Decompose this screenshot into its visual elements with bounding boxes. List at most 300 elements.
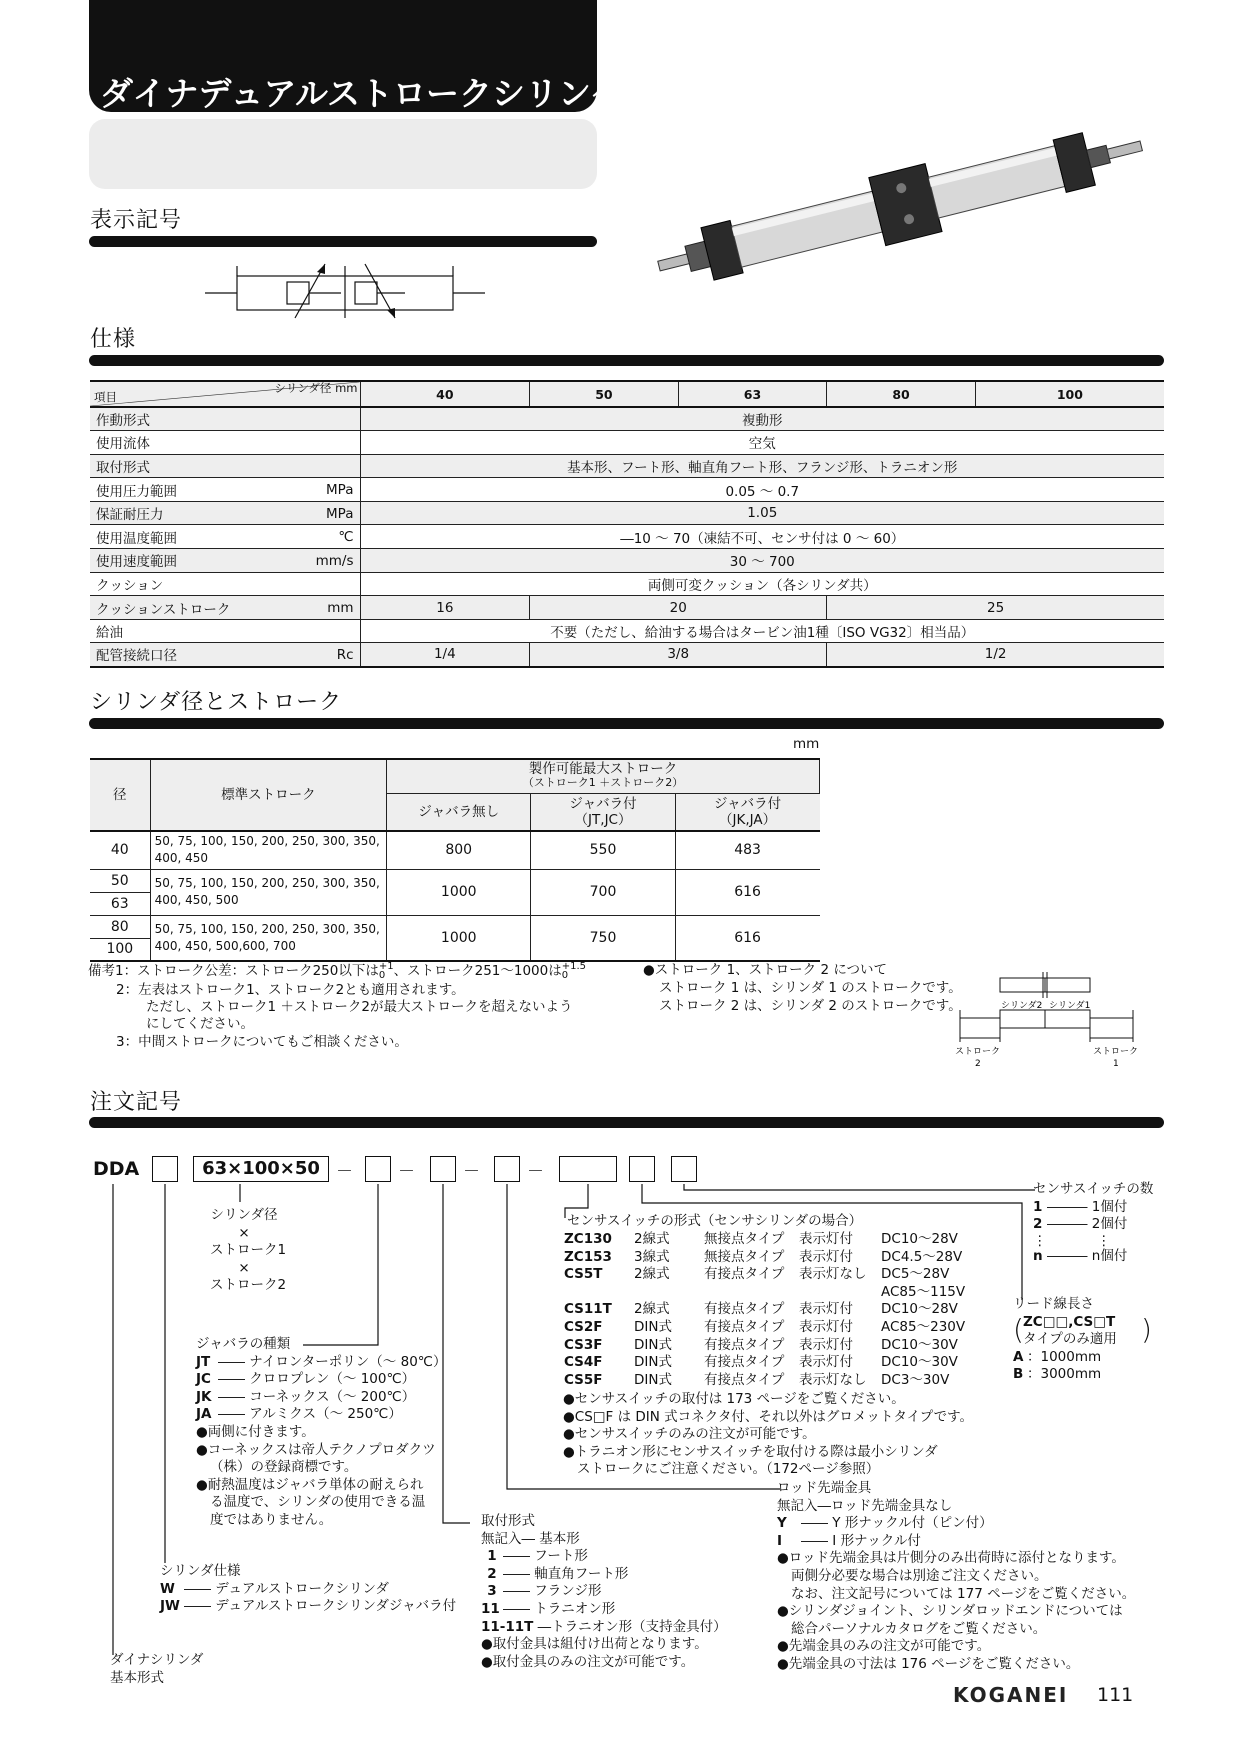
mounting-text: フランジ形	[534, 1583, 602, 1600]
spec-label: 作動形式	[96, 413, 150, 430]
spec-value: 20	[530, 596, 827, 620]
order-box-sensor	[559, 1156, 617, 1182]
cyl-spec-text: デュアルストロークシリンダジャバラ付	[215, 1598, 457, 1615]
sensor-wire	[634, 1284, 704, 1302]
sensor-count-code: 2	[1033, 1216, 1043, 1233]
spec-row-lubrication	[90, 619, 1164, 643]
sensor-row	[564, 1354, 965, 1372]
order-box-rod-end	[494, 1156, 520, 1182]
spec-row	[90, 549, 1164, 573]
spec-value: 25	[827, 596, 1164, 620]
note-2c: にしてください。	[146, 1016, 254, 1032]
spec-value: 両側可変クッション（各シリンダ共）	[360, 572, 1164, 596]
table-row	[90, 831, 820, 869]
spec-unit: Rc	[336, 647, 354, 664]
sensor-lamp: 表示灯付	[799, 1336, 853, 1353]
stroke-jk: 616	[675, 915, 819, 961]
sensor-notes	[563, 1391, 973, 1479]
tolerance-upper: +1	[378, 961, 394, 972]
bellows-code: JA	[196, 1406, 212, 1423]
spec-label: 使用流体	[96, 436, 150, 453]
sensor-lamp: 表示灯付	[799, 1354, 853, 1371]
order-bore-line: ×	[238, 1259, 250, 1276]
sensor-code: ZC130	[564, 1231, 612, 1247]
mounting-text: フート形	[534, 1548, 588, 1565]
order-prefix: DDA	[93, 1158, 140, 1180]
sensor-lamp: 表示灯付	[799, 1248, 853, 1265]
spec-row	[90, 501, 1164, 525]
section-title-spec: 仕様	[90, 327, 137, 352]
stroke-header-std: 標準ストローク	[150, 759, 386, 831]
spec-label: クッションストローク	[96, 601, 231, 618]
spec-row	[90, 572, 1164, 596]
spec-item-label: 項目	[94, 390, 117, 404]
spec-value: 3/8	[530, 643, 827, 667]
spec-unit: MPa	[326, 482, 354, 499]
lead-block	[1013, 1296, 1152, 1384]
bellows-text: コーネックス（～ 200℃）	[249, 1388, 416, 1405]
sensor-volt: AC85～230V	[881, 1318, 966, 1335]
sensor-wire: DIN式	[634, 1354, 672, 1371]
section-bar	[89, 718, 1164, 729]
subtitle-band	[89, 119, 597, 189]
spec-row	[90, 454, 1164, 478]
bore-63: 63	[678, 381, 827, 407]
sensor-row	[564, 1284, 965, 1302]
mounting-code: 3	[487, 1583, 497, 1600]
stroke-table	[90, 758, 820, 962]
order-bore-line: シリンダ径	[210, 1207, 278, 1223]
spec-corner-cell	[90, 381, 360, 407]
bellows-item: JT ―― ナイロンターポリン（～ 80℃）	[196, 1353, 447, 1370]
lead-item: B ：3000mm	[1013, 1366, 1102, 1383]
sensor-note: ストロークにご注意ください。（172ページ参照）	[577, 1461, 880, 1478]
spec-label: 配管接続口径	[96, 648, 177, 665]
tolerance-1	[379, 962, 394, 980]
sensor-volt: DC4.5～28V	[881, 1248, 963, 1265]
spec-value: 空気	[360, 431, 1164, 455]
brand-logo: KOGANEI	[953, 1683, 1069, 1707]
stroke-std-line: 400, 450	[154, 851, 209, 866]
sensor-count-item	[1033, 1234, 1153, 1248]
mounting-code: 1	[487, 1548, 497, 1565]
sensor-lamp: 表示灯付	[799, 1231, 853, 1247]
stroke-std-line: 50, 75, 100, 150, 200, 250, 300, 350,	[154, 921, 380, 936]
mounting-code: 2	[487, 1565, 497, 1582]
sensor-table	[564, 1231, 965, 1389]
sensor-type: 無接点タイプ	[704, 1231, 785, 1247]
sensor-volt: DC10～30V	[881, 1336, 958, 1353]
sensor-volt: DC10～30V	[881, 1354, 958, 1371]
lead-item: A ：1000mm	[1013, 1348, 1102, 1365]
fig-cyl1-label: シリンダ1	[1049, 1001, 1091, 1011]
rod-end-none: 無記入―ロッド先端金具なし	[777, 1497, 953, 1514]
rod-end-text: Y 形ナックル付（ピン付）	[832, 1515, 993, 1532]
bellows-text: アルミクス（～ 250℃）	[249, 1406, 402, 1423]
sensor-code: CS11T	[564, 1301, 612, 1318]
stroke-std	[150, 915, 386, 961]
sensor-volt: DC5～28V	[881, 1266, 950, 1283]
sensor-code: ZC153	[564, 1248, 612, 1265]
spec-row-cushion-stroke	[90, 596, 1164, 620]
spec-label: 給油	[96, 625, 123, 642]
spec-label: 使用温度範囲	[96, 530, 177, 547]
sensor-code: CS5F	[564, 1371, 603, 1388]
section-title-symbol: 表示記号	[90, 208, 183, 233]
spec-row	[90, 407, 1164, 431]
stroke-std-line: 50, 75, 100, 150, 200, 250, 300, 350,	[154, 834, 380, 849]
sensor-lamp: 表示灯付	[799, 1301, 853, 1318]
order-box-bellows	[365, 1156, 391, 1182]
lead-text: 1000mm	[1040, 1348, 1102, 1365]
bellows-block	[196, 1336, 446, 1530]
note-2: 2：左表はストローク1、ストローク2とも適用されます。	[116, 982, 465, 998]
sensor-volt: AC85～115V	[881, 1283, 966, 1300]
stroke-header-jt-label: ジャバラ付	[569, 795, 637, 812]
sensor-type: 有接点タイプ	[704, 1354, 785, 1371]
sensor-count-text: ⋮	[1097, 1232, 1111, 1249]
cyl-spec-title: シリンダ仕様	[160, 1563, 241, 1579]
cyl-spec-item: JW ―― デュアルストロークシリンダジャバラ付	[160, 1598, 457, 1615]
mounting-item: 11 ―― トラニオン形	[481, 1600, 616, 1617]
mounting-none-label: 無記入	[481, 1530, 522, 1547]
mounting-text: トラニオン形	[534, 1600, 616, 1617]
lead-code: A	[1013, 1348, 1024, 1365]
order-bore-desc	[210, 1207, 287, 1295]
order-dash: －	[463, 1162, 480, 1182]
mounting-block	[481, 1513, 727, 1671]
stroke-none: 1000	[387, 915, 531, 961]
tolerance-lower: 0	[378, 970, 386, 981]
stroke-std	[150, 831, 386, 869]
mounting-item: 3 ―― フランジ形	[481, 1583, 727, 1601]
sensor-row	[564, 1231, 965, 1249]
section-bar	[89, 1117, 1164, 1128]
sensor-note: ●センサスイッチのみの注文が可能です。	[563, 1426, 816, 1443]
lead-applies-note: タイプのみ適用	[1023, 1331, 1117, 1348]
rod-end-note: ●ロッド先端金具は片側分のみ出荷時に添付となります。	[777, 1550, 1125, 1567]
rod-end-note: なお、注文記号については 177 ページをご覧ください。	[791, 1585, 1136, 1602]
sensor-wire: DIN式	[634, 1336, 672, 1353]
section-bar	[89, 355, 1164, 366]
sensor-note: ●センサスイッチの取付は 173 ページをご覧ください。	[563, 1391, 905, 1407]
stroke-header-jt-codes: （JT,JC）	[574, 811, 632, 828]
sensor-count-text: 2個付	[1091, 1216, 1128, 1233]
spec-value: 16	[360, 596, 530, 620]
cyl-spec-code: JW	[160, 1598, 180, 1615]
stroke-diam: 80	[90, 915, 150, 938]
rod-end-note: ●先端金具のみの注文が可能です。	[777, 1638, 991, 1655]
sensor-lamp: 表示灯付	[799, 1318, 853, 1335]
mounting-none: 無記入― 基本形	[481, 1530, 580, 1547]
sensor-wire: DIN式	[634, 1371, 672, 1388]
bellows-item: JA ―― アルミクス（～ 250℃）	[196, 1406, 402, 1423]
sensor-row	[564, 1337, 965, 1355]
spec-corner-label: シリンダ径 mm	[274, 381, 358, 395]
spec-value: 不要（ただし、給油する場合はタービン油1種〔ISO VG32〕相当品）	[360, 619, 1164, 643]
stroke-jk: 483	[675, 831, 819, 869]
bellows-note: ●両側に付きます。	[196, 1423, 315, 1440]
sensor-note: ●トラニオン形にセンサスイッチを取付ける際は最小シリンダ	[563, 1443, 938, 1460]
stroke-header-max-title: 製作可能最大ストローク	[528, 761, 678, 778]
sensor-count-code: 1	[1033, 1198, 1043, 1215]
note-3: 3：中間ストロークについてもご相談ください。	[116, 1034, 408, 1050]
order-example: 63×100×50	[193, 1156, 329, 1182]
rod-end-note: ●シリンダジョイント、シリンダロッドエンドについては	[777, 1603, 1123, 1620]
bore-100: 100	[975, 381, 1164, 407]
mounting-code: 11-11T	[481, 1618, 534, 1635]
lead-code: B	[1013, 1366, 1024, 1383]
mounting-item: 2 ―― 軸直角フート形	[481, 1566, 727, 1584]
bellows-note: （株）の登録商標です。	[210, 1459, 358, 1476]
fig-stroke2-label: ストローク	[955, 1047, 1001, 1057]
tolerance-lower: 0	[561, 970, 569, 981]
fig-stroke1-label: ストローク	[1093, 1047, 1139, 1057]
order-bore-line: ストローク2	[210, 1277, 287, 1294]
spec-value: 複動形	[360, 407, 1164, 431]
spec-table	[90, 380, 1164, 668]
sensor-type: 有接点タイプ	[704, 1336, 785, 1353]
mounting-none-text: 基本形	[539, 1530, 580, 1547]
stroke-std-line: 400, 450, 500,600, 700	[154, 938, 296, 953]
page-title: ダイナデュアルストロークシリンダ	[100, 74, 623, 113]
mounting-note: ●取付金具は組付け出荷となります。	[481, 1636, 708, 1653]
tolerance-upper: +1.5	[561, 961, 587, 972]
lead-applies-types: ZC□□,CS□T	[1023, 1313, 1116, 1330]
bellows-text: クロロプレン（～ 100℃）	[249, 1371, 416, 1388]
order-dash: －	[336, 1162, 353, 1182]
stroke-header-jk	[675, 793, 819, 831]
spec-label: 保証耐圧力	[96, 507, 164, 524]
pneumatic-symbol	[205, 258, 485, 326]
sensor-type: 有接点タイプ	[704, 1301, 785, 1318]
spec-label: 取付形式	[96, 459, 150, 476]
lead-applies: ( ZC□□,CS□T タイプのみ適用 )	[1013, 1312, 1152, 1348]
stroke-jk: 616	[675, 869, 819, 915]
basic-type-line: 基本形式	[110, 1669, 164, 1686]
sensor-row	[564, 1266, 965, 1284]
stroke-diam: 50	[90, 869, 150, 892]
section-title-bore-stroke: シリンダ径とストローク	[90, 690, 343, 715]
sensor-count-block	[1033, 1181, 1153, 1265]
spec-value: 1/2	[827, 643, 1164, 667]
tolerance-2	[562, 962, 586, 980]
bore-50: 50	[530, 381, 679, 407]
sensor-type	[704, 1284, 799, 1302]
sensor-note: ●CS□F は DIN 式コネクタ付、それ以外はグロメットタイプです。	[563, 1408, 974, 1425]
sensor-wire: 3線式	[634, 1248, 670, 1265]
stroke-header-diam: 径	[90, 759, 150, 831]
sensor-code: CS5T	[564, 1266, 603, 1283]
stroke-note-2: ストローク 2 は、シリンダ 2 のストロークです。	[659, 998, 962, 1014]
stroke-header-max	[387, 759, 820, 793]
bore-80: 80	[827, 381, 976, 407]
rod-end-note: 総合パーソナルカタログをご覧ください。	[791, 1620, 1047, 1637]
sensor-lamp: 表示灯なし	[799, 1371, 867, 1388]
stroke-jt: 750	[531, 915, 675, 961]
stroke-diam: 63	[90, 892, 150, 915]
order-bore-line: ストローク1	[210, 1242, 287, 1259]
note-1	[88, 962, 586, 981]
order-dash: －	[398, 1162, 415, 1182]
sensor-type: 無接点タイプ	[704, 1248, 785, 1265]
stroke-jt: 700	[531, 869, 675, 915]
order-box-count	[671, 1156, 697, 1182]
bellows-item: JK ―― コーネックス（～ 200℃）	[196, 1388, 416, 1405]
sensor-lamp: 表示灯なし	[799, 1266, 867, 1283]
stroke-diagram	[955, 970, 1145, 1070]
spec-label: 使用速度範囲	[96, 554, 177, 571]
note-1-text-b: 、ストローク251～1000は	[393, 963, 562, 979]
bellows-code: JK	[196, 1388, 212, 1405]
spec-row	[90, 478, 1164, 502]
bellows-item: JC ―― クロロプレン（～ 100℃）	[196, 1371, 416, 1388]
stroke-diam: 100	[90, 938, 150, 961]
mounting-note: ●取付金具のみの注文が可能です。	[481, 1653, 695, 1670]
rod-end-block	[777, 1480, 1135, 1674]
sensor-title: センサスイッチの形式（センサシリンダの場合）	[567, 1213, 863, 1229]
stroke-std-line: 400, 450, 500	[154, 893, 239, 907]
rod-end-item: I ―― I 形ナックル付	[777, 1532, 921, 1549]
order-bore-line: ×	[238, 1224, 250, 1241]
stroke-std	[150, 869, 386, 915]
order-dash: －	[527, 1162, 544, 1182]
spec-unit: mm/s	[315, 553, 354, 570]
rod-end-note: ●先端金具の寸法は 176 ページをご覧ください。	[777, 1655, 1080, 1672]
sensor-code	[564, 1284, 634, 1302]
section-bar	[89, 236, 597, 247]
spec-unit: MPa	[326, 505, 354, 522]
spec-row	[90, 431, 1164, 455]
basic-type-block	[110, 1652, 203, 1687]
basic-type-line: ダイナシリンダ	[110, 1652, 204, 1668]
page-number: 111	[1097, 1684, 1134, 1706]
stroke-none: 800	[387, 831, 531, 869]
spec-row-port	[90, 643, 1164, 667]
sensor-block	[567, 1213, 862, 1231]
stroke-header-max-sub: （ストローク1 ＋ストローク2）	[522, 776, 684, 790]
spec-value: 0.05 ～ 0.7	[360, 478, 1164, 502]
sensor-volt: DC10～28V	[881, 1231, 958, 1247]
cyl-spec-item: W ―― デュアルストロークシリンダ	[160, 1580, 389, 1597]
cylinder-product-image	[640, 110, 1150, 290]
sensor-row	[564, 1301, 965, 1319]
stroke-note-head: ●ストローク 1、ストローク 2 について	[643, 962, 888, 978]
cyl-spec-block	[160, 1563, 456, 1616]
spec-row	[90, 525, 1164, 549]
cyl-spec-text: デュアルストロークシリンダ	[215, 1580, 389, 1597]
fig-stroke1-num: 1	[1113, 1059, 1119, 1069]
spec-value: 1.05	[360, 501, 1164, 525]
order-box-mounting	[430, 1156, 456, 1182]
sensor-wire: 2線式	[634, 1266, 670, 1283]
sensor-count-title: センサスイッチの数	[1033, 1181, 1154, 1197]
sensor-code: CS4F	[564, 1354, 603, 1371]
bellows-note: 度ではありません。	[210, 1511, 333, 1528]
lead-title: リード線長さ	[1013, 1296, 1094, 1312]
stroke-none: 1000	[387, 869, 531, 915]
table-row	[90, 915, 820, 938]
order-box-cyl-spec	[152, 1156, 178, 1182]
bellows-note: ●コーネックスは帝人テクノプロダクツ	[196, 1441, 436, 1458]
sensor-type: 有接点タイプ	[704, 1266, 785, 1283]
sensor-wire: DIN式	[634, 1318, 672, 1335]
order-box-lead	[629, 1156, 655, 1182]
bellows-code: JT	[196, 1353, 211, 1370]
spec-unit: ℃	[338, 529, 354, 546]
note-2b: ただし、ストローク1 ＋ストローク2が最大ストロークを超えないよう	[146, 999, 573, 1015]
sensor-row	[564, 1249, 965, 1267]
spec-value: 30 ～ 700	[360, 549, 1164, 573]
mounting-text: トラニオン形（支持金具付）	[551, 1618, 727, 1635]
sensor-volt: DC3～30V	[881, 1371, 950, 1388]
spec-value: ―10 ～ 70（凍結不可、センサ付は 0 ～ 60）	[360, 525, 1164, 549]
stroke-jt: 550	[531, 831, 675, 869]
spec-label: クッション	[96, 577, 164, 594]
sensor-count-code: ⋮	[1033, 1232, 1047, 1249]
sensor-count-text: 1個付	[1091, 1198, 1128, 1215]
stroke-std-line: 50, 75, 100, 150, 200, 250, 300, 350,	[154, 876, 380, 890]
sensor-count-item: 2 ――― 2個付	[1033, 1216, 1128, 1233]
bore-40: 40	[360, 381, 530, 407]
cyl-spec-code: W	[160, 1580, 175, 1597]
sensor-type: 有接点タイプ	[704, 1371, 785, 1388]
fig-cyl2-label: シリンダ2	[1001, 1001, 1043, 1011]
bellows-note: ●耐熱温度はジャバラ単体の耐えられ	[196, 1476, 424, 1493]
bellows-code: JC	[196, 1371, 211, 1388]
sensor-count-code: n	[1033, 1247, 1043, 1264]
note-1-text: 備考1：ストローク公差：ストローク250以下は	[88, 963, 379, 979]
lead-text: 3000mm	[1040, 1366, 1102, 1383]
mounting-item: 1 ―― フート形	[481, 1548, 727, 1566]
rod-end-note: 両側分必要な場合は別途ご注文ください。	[791, 1567, 1048, 1584]
rod-end-code: I	[777, 1532, 783, 1549]
stroke-header-none: ジャバラ無し	[387, 793, 531, 831]
sensor-code: CS2F	[564, 1318, 603, 1335]
sensor-wire: 2線式	[634, 1301, 670, 1318]
mounting-text: 軸直角フート形	[534, 1565, 629, 1582]
spec-value: 1/4	[360, 643, 530, 667]
rod-end-code: Y	[777, 1515, 787, 1532]
mounting-code: 11	[481, 1600, 500, 1617]
bellows-note: る温度で、シリンダの使用できる温	[210, 1494, 426, 1511]
table-row	[90, 869, 820, 892]
sensor-type: 有接点タイプ	[704, 1318, 785, 1335]
sensor-row	[564, 1319, 965, 1337]
spec-label: 使用圧力範囲	[96, 483, 177, 500]
stroke-header-jt	[531, 793, 675, 831]
sensor-wire: 2線式	[634, 1231, 670, 1247]
sensor-count-text: n個付	[1091, 1247, 1128, 1264]
sensor-volt: DC10～28V	[881, 1301, 958, 1318]
stroke-table-unit: mm	[793, 736, 820, 752]
mounting-item: 11-11T ―トラニオン形（支持金具付）	[481, 1618, 727, 1635]
stroke-diam: 40	[90, 831, 150, 869]
sensor-count-item: 1 ――― 1個付	[1033, 1198, 1128, 1215]
sensor-lamp	[799, 1284, 881, 1302]
stroke-header-jk-codes: （JK,JA）	[719, 811, 777, 828]
stroke-header-jk-label: ジャバラ付	[713, 795, 782, 812]
section-title-order: 注文記号	[90, 1090, 183, 1115]
bellows-text: ナイロンターポリン（～ 80℃）	[249, 1353, 447, 1370]
bellows-title: ジャバラの種類	[196, 1336, 291, 1352]
spec-value: 基本形、フート形、軸直角フート形、フランジ形、トラニオン形	[360, 454, 1164, 478]
rod-end-title: ロッド先端金具	[777, 1480, 872, 1496]
sensor-code: CS3F	[564, 1336, 603, 1353]
rod-end-item: Y ―― Y 形ナックル付（ピン付）	[777, 1515, 993, 1532]
sensor-row	[564, 1372, 965, 1390]
mounting-title: 取付形式	[481, 1513, 535, 1529]
